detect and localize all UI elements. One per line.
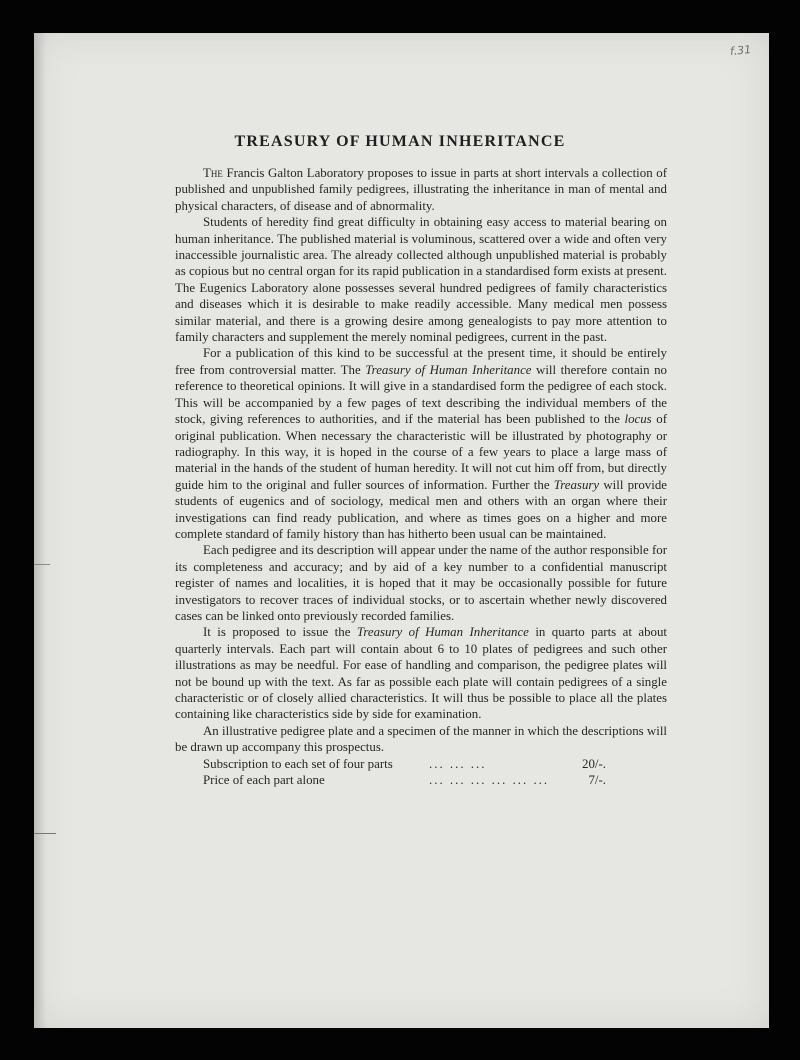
paragraph-text: will provide students of eugenics and of sociology, medical men and others with an organ where their investigations can find ready publication, and where as times goes on a higher and more complete standard of family history than has hitherto been usual can be maintained. [175, 477, 667, 541]
paragraph [175, 345, 667, 542]
paragraph-text: For a publication of this kind to be successful at the present time, it should be entirely free from controversial matter. The [175, 346, 667, 377]
paragraph-text: An illustrative pedigree plate and a specimen of the manner in which the descriptions will be drawn up accompany this prospectus. [175, 723, 667, 755]
italic-text: Treasury [553, 477, 600, 492]
paragraph [175, 624, 667, 722]
price-label: Price of each part alone [203, 773, 325, 788]
price-row [175, 756, 667, 772]
paragraph-list [175, 165, 667, 756]
leader-dots: ... ... ... ... ... ... [429, 773, 550, 788]
price-value: 20/-. [582, 756, 606, 771]
folio-number: f.31 [729, 42, 752, 59]
paragraph [175, 165, 667, 214]
price-row [175, 772, 667, 788]
italic-text: Treasury of Human Inheritance [365, 362, 532, 377]
paragraph-text: of original publication. When necessary the characteristic will be illustrated by photography or radiography. In this way, it is hoped in the course of a few years to place a large mass of material in the hands of the student of human heredity. It will not cut him off from, but directly guide him to the original and fuller sources of information. Further the [175, 412, 667, 492]
paragraph-text: Each pedigree and its description will appear under the name of the author responsible for its completeness and accuracy; and by aid of a key number to a confidential manuscript register of names and localities, it is hoped that it may be occasionally possible for future investigators to recover traces of individual stocks, or to ascertain whether newly discovered cases can be linked onto previously recorded families. [175, 543, 667, 623]
paragraph-text: in quarto parts at about quarterly intervals. Each part will contain about 6 to 10 plates of pedigrees and such other illustrations as may be needful. For ease of handling and comparison, the pedigree plates will not be bound up with the text. As far as possible each plate will contain pedigrees of a single characteristic or of closely allied characteristics. It will thus be possible to place all the plates containing like characteristics side by side for examination. [175, 625, 667, 722]
leader-dots: ... ... ... [429, 756, 487, 771]
price-value: 7/-. [588, 773, 606, 788]
paragraph-text: It is proposed to issue the [203, 625, 357, 640]
price-list [175, 756, 667, 789]
prospectus-body [175, 165, 667, 788]
paragraph [175, 723, 667, 756]
paragraph-text: will therefore contain no reference to theoretical opinions. It will give in a standardised form the pedigree of each stock. This will be accompanied by a few pages of text describing the individual members of the stock, giving references to authorities, and if the material has been published to the [175, 362, 667, 427]
paragraph-text: Francis Galton Laboratory proposes to issue in parts at short intervals a collection of published and unpublished family pedigrees, illustrating the inheritance in man of mental and physical characters, of disease and of abnormality. [175, 166, 667, 213]
price-label: Subscription to each set of four parts [203, 756, 393, 771]
italic-text: Treasury of Human Inheritance [356, 625, 529, 640]
paragraph [175, 214, 667, 345]
page-title: TREASURY OF HUMAN INHERITANCE [234, 133, 566, 150]
paragraph [175, 542, 667, 624]
margin-mark [34, 833, 56, 834]
italic-text: locus [624, 412, 652, 427]
lead-word: The [203, 166, 223, 180]
margin-mark [34, 564, 50, 565]
paragraph-text: Students of heredity find great difficulty in obtaining easy access to material bearing on human inheritance. The published material is voluminous, scattered over a wide and often very inaccessible journalistic area. The already collected although unpublished material is probably as copious but no central organ for its rapid publication in a standardised form exists at present. The Eugenics Laboratory alone possesses several hundred pedigrees of family characteristics and diseases which it is desirable to make readily accessible. Many medical men possess similar material, and there is a growing desire among genealogists to pay more attention to family characters and supplement the merely nominal pedigrees, current in the past. [175, 215, 667, 345]
page-edge-shadow [34, 33, 46, 1028]
